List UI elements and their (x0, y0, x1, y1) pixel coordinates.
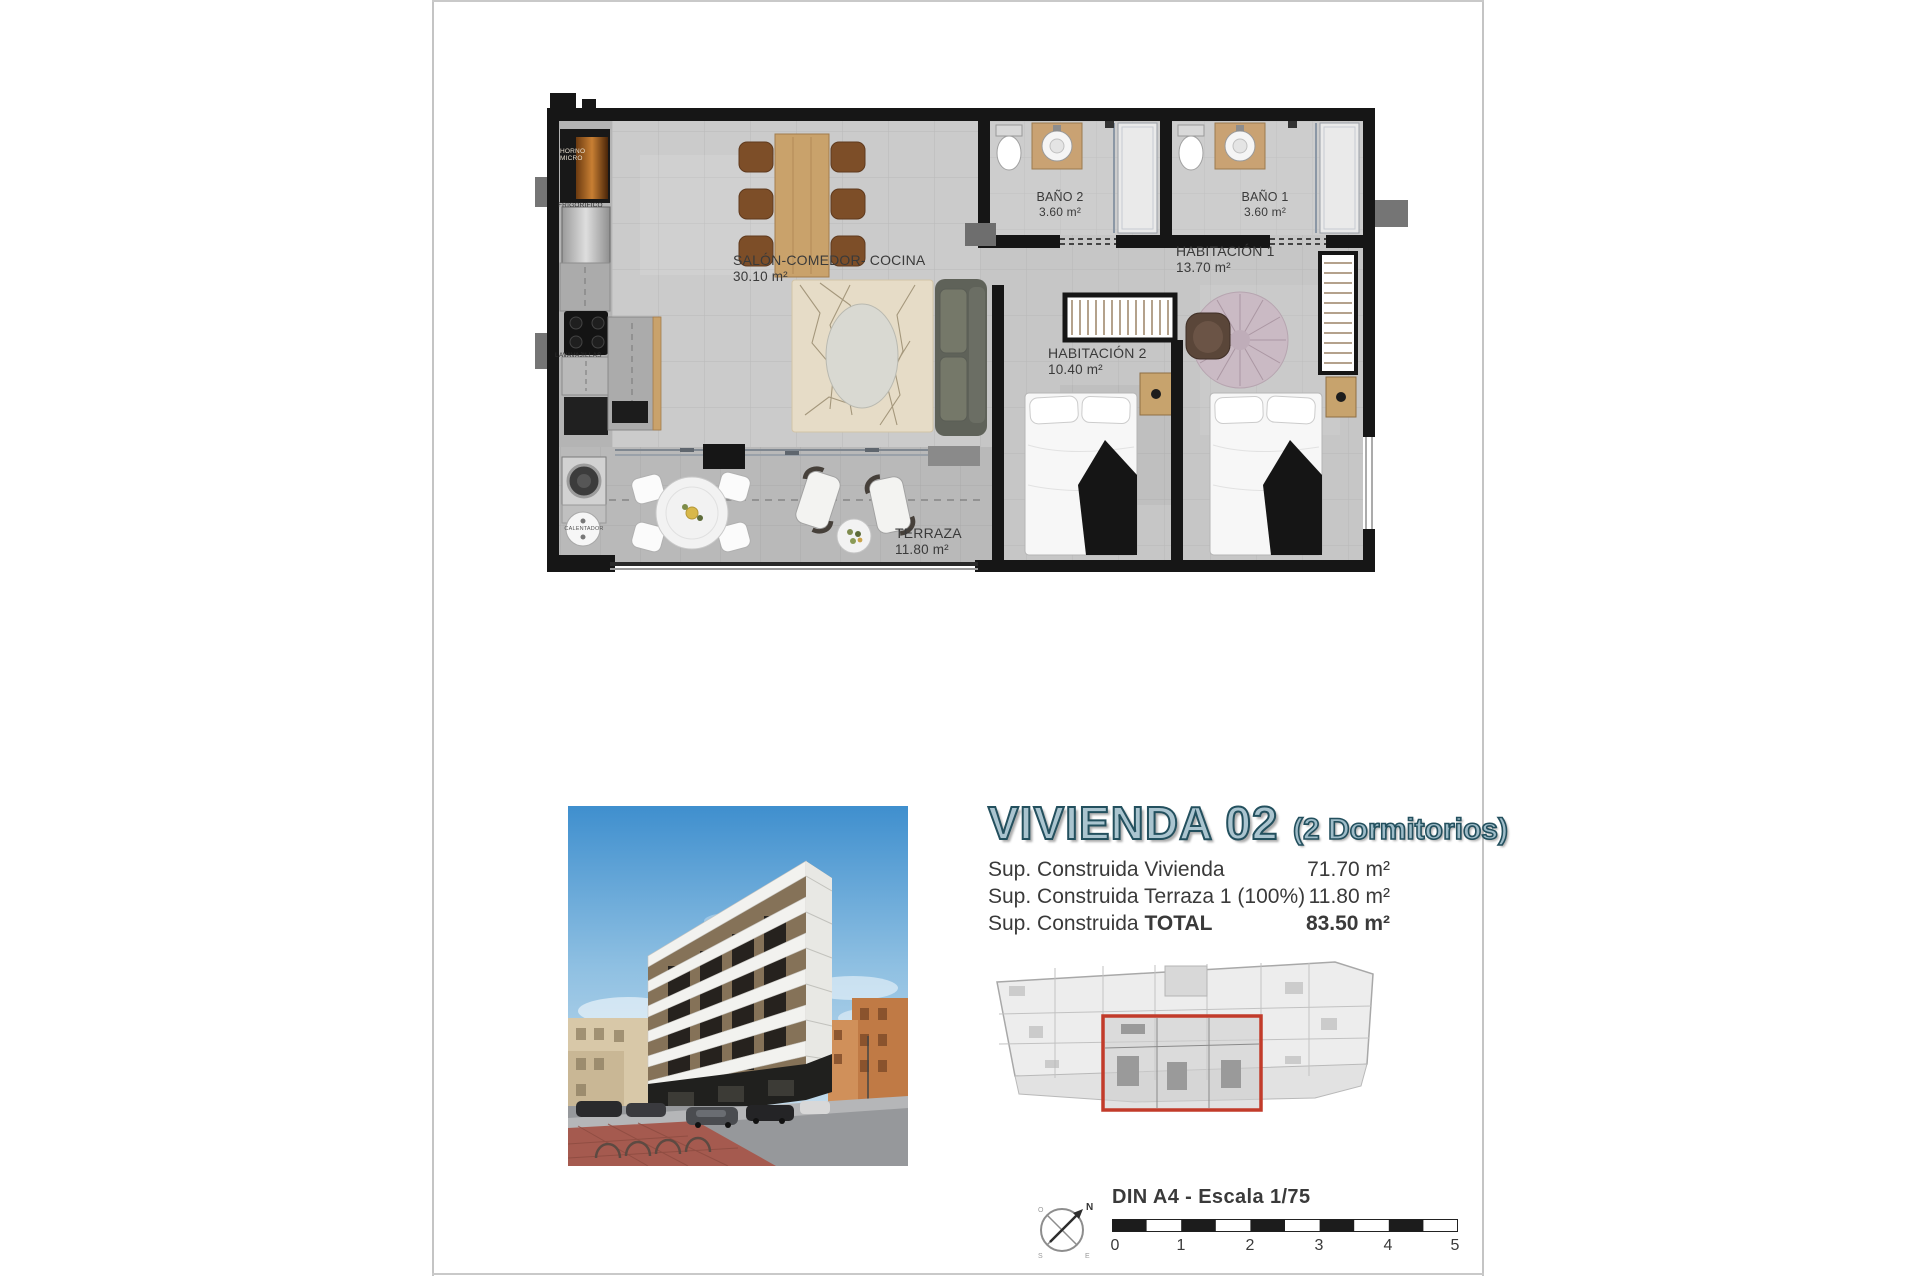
kitchen-island (608, 317, 661, 430)
appliance-label-dishwasher: LAVAVAJILLAS (555, 352, 602, 359)
svg-text:S: S (1038, 1253, 1043, 1260)
building-photo (568, 806, 908, 1166)
stair-core (1165, 966, 1207, 996)
plant-table-icon (837, 519, 871, 553)
room-label-salon: SALÓN-COMEDOR- COCINA 30.10 m² (733, 252, 926, 285)
room-label-bano1: BAÑO 1 3.60 m² (1241, 190, 1289, 220)
scale-label: DIN A4 - Escala 1/75 (1112, 1186, 1311, 1208)
unit-title-main: VIVIENDA 02 (988, 797, 1279, 849)
living-rug (792, 280, 933, 432)
toilet-icon (1178, 125, 1204, 136)
scale-bar (1112, 1219, 1458, 1232)
area-spec-table (988, 856, 1390, 937)
page-border-bottom (432, 1273, 1484, 1275)
sofa-icon (935, 279, 987, 436)
unit-title (988, 796, 1508, 850)
spec-row (988, 883, 1390, 910)
page-border-top (432, 0, 1484, 2)
svg-text:E: E (1085, 1253, 1090, 1260)
scale-tick-1: 1 (1176, 1237, 1186, 1254)
scale-tick-0: 0 (1110, 1237, 1120, 1254)
scale-tick-4: 4 (1383, 1237, 1393, 1254)
room-label-bano2: BAÑO 2 3.60 m² (1036, 190, 1084, 220)
oven-micro-icon (576, 137, 608, 199)
appliance-label-water-heater: CALENTADOR (564, 526, 604, 532)
highlighted-unit (1103, 1016, 1261, 1110)
pillow-icon (1082, 396, 1131, 424)
svg-text:O: O (1038, 1207, 1044, 1214)
room-label-terraza: TERRAZA 11.80 m² (895, 525, 962, 558)
spec-value: 83.50 m² (1305, 912, 1390, 935)
pillow-icon (1215, 396, 1264, 424)
laundry-column (562, 457, 606, 546)
pillow-icon (1029, 396, 1078, 424)
room-label-habitacion2: HABITACIÓN 2 10.40 m² (1048, 345, 1147, 378)
scale-tick-2: 2 (1245, 1237, 1255, 1254)
spec-value: 11.80 m² (1308, 885, 1390, 908)
appliance-label-fridge: FRIGORIFICO (558, 202, 603, 209)
pillow-icon (1266, 396, 1315, 424)
unit-title-sub: (2 Dormitorios) (1292, 813, 1508, 846)
toilet-icon (996, 125, 1022, 136)
page-border-right (1482, 0, 1484, 1276)
key-plan (985, 952, 1385, 1147)
compass-icon (1028, 1194, 1100, 1266)
kitchen-appliance-strip (559, 121, 612, 447)
spec-label: Sup. Construida Terraza 1 (100%) (988, 885, 1306, 908)
fridge-icon (562, 207, 610, 263)
svg-text:N: N (1086, 1202, 1094, 1213)
coffee-table-icon (826, 304, 898, 408)
appliance-label-oven: HORNO MICRO (560, 148, 586, 163)
spec-label: Sup. Construida Vivienda (988, 858, 1225, 881)
closet-habitacion2 (1065, 295, 1175, 340)
page-border-left (432, 0, 434, 1276)
scale-tick-5: 5 (1450, 1237, 1460, 1254)
street (568, 1096, 908, 1166)
spec-label: Sup. Construida TOTAL (988, 912, 1213, 935)
window-gap (1363, 437, 1375, 529)
scale-tick-3: 3 (1314, 1237, 1324, 1254)
spec-value: 71.70 m² (1307, 858, 1390, 881)
floor-plan-drawing (520, 85, 1420, 595)
spec-row (988, 856, 1390, 883)
room-label-habitacion1: HABITACIÓN 1 13.70 m² (1176, 243, 1275, 276)
spec-row (988, 910, 1390, 937)
